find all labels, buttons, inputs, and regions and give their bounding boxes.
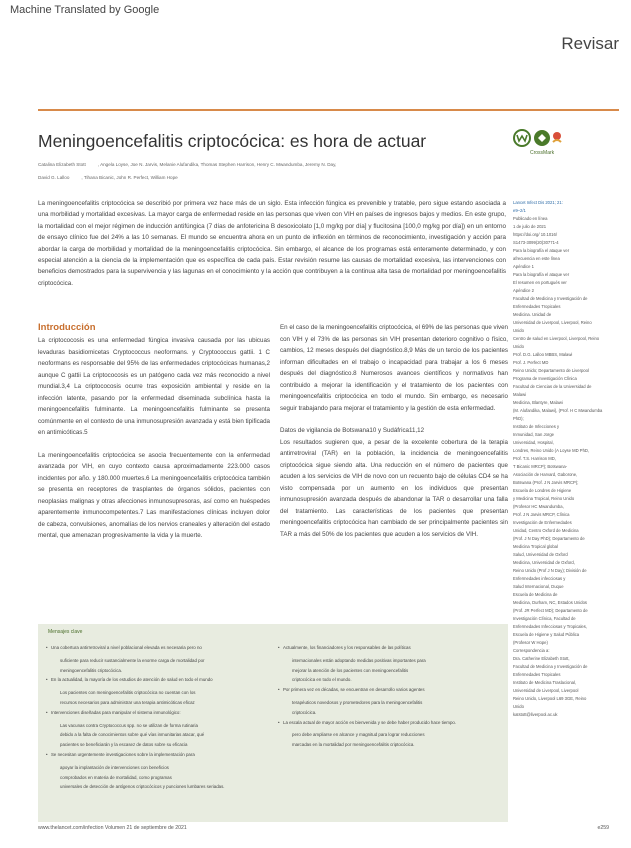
sidebar-line: Investigación Clínica, Facultad de <box>513 616 576 621</box>
sidebar-line: Apéndice 2 <box>513 288 534 293</box>
key-messages-title: Mensajes clave <box>48 629 83 635</box>
key-message-line: universales de detección de antígenos criptocócicos y punciones lumbares seriadas. <box>60 784 225 790</box>
key-message-line: mejorar la atención de los pacientes con meningoencefalitis <box>292 667 409 673</box>
author-names: , Tihana Bicanic, John R. Perfect, William Hope <box>81 175 178 180</box>
section-label: Revisar <box>561 34 619 53</box>
body-paragraph: Los resultados sugieren que, a pesar de la excelente cobertura de la terapia antirretroviral (TAR) en la población, la incidencia de meningoencefalitis criptocócica sigue siendo alta. Una reducción en el número de pacientes que acuden a los servicios de VIH de novo con un recuento bajo de células CD4 se ha visto compensada por un aumento en los individuos que presentan inmunosupresión avanzada después de abandonar la TAR o desarrollar una falla del tratamiento. Las características de los pacientes que presentan meningoencefalitis criptocócica han cambiado de ser principalmente pacientes sin TAR a más del 50% de los pacientes que acuden a los servicios de VIH. <box>280 438 508 538</box>
key-messages-left <box>46 643 271 792</box>
key-message-line: • Actualmente, los financiadores y los responsables de las políticas <box>278 643 503 653</box>
sidebar-line: Medicina Tropical global <box>513 544 558 549</box>
key-message-line: • Se necesitan urgentemente investigaciones sobre la implementación para <box>46 750 271 760</box>
author-row <box>38 158 518 171</box>
sidebar-line: Publicado en línea <box>513 216 548 221</box>
sidebar-line: Enfermedades infecciosas y <box>513 576 566 581</box>
author-name[interactable]: David G. Lalloo <box>38 175 70 180</box>
sidebar-line: Reino Unido (Prof J N Day); División de <box>513 568 587 573</box>
sidebar-line: Unido <box>513 704 524 709</box>
sidebar-line: Inmunidad, San Jorge <box>513 432 554 437</box>
sidebar-line: Prof. J. Perfect MD <box>513 360 549 365</box>
sidebar-line: Medicina, Blantyre, Malawi <box>513 400 563 405</box>
sidebar-line: Para la biografía el ataque ver <box>513 248 570 253</box>
sidebar-line: Botswana (Prof. J N Jarvis MRCP); <box>513 480 579 485</box>
body-paragraph: La criptococosis es una enfermedad fúngica invasiva causada por las ubicuas levaduras basidiomicetas Cryptococcus neoformans. y Cryptococcus gattii. 1 C neoformans es responsable del 95% de las enfermedades criptocócicas humanas,2 aunque C gattii La criptococosis es un patógeno cada vez más reconocido a nivel mundial.3,4 La criptococosis ocurre tras exposición ambiental y reside en la infección latente, pasando por la enfermedad diseminada subclínica hasta la meningoencefalitis fulminante. La meningoencefalitis fulminante se presenta comúnmente en el contexto de una inmunosupresión avanzada y está bien tipificada en antimicóticas.5 <box>38 337 270 436</box>
sidebar-line: Escuela de Londres de Higiene <box>513 488 572 493</box>
sidebar-line: Escuela de Medicina de <box>513 592 558 597</box>
key-message-line: meningoencefalitis criptocócica. <box>60 667 122 673</box>
sidebar-line: Enfermedades Infecciosas y Tropicales, <box>513 624 588 629</box>
sidebar-line: Asociación de Harvard, Gaborone, <box>513 472 578 477</box>
sidebar-line: y Medicina Tropical, Reino Unido <box>513 496 575 501</box>
abstract: La meningoencefalitis criptocócica se describió por primera vez hace más de un siglo. Esta infección fúngica es prevenible y tratable, pero sigue estando asociada a una morbilidad y mortalidad excesivas. La mayor carga de enfermedad reside en las personas que viven con VIH en países de ingresos bajos y medios. En este grupo, la mortalidad con el mejor régimen de inducción antifúngica (7 días de anfotericina B desoxicolato [1,0 mg/kg por día] y flucitosina [100,0 mg/kg por día]) en un entorno de ensayo clínico fue del 24% a las 10 semanas. El mundo se encuentra ahora en un punto de inflexión en términos de reconocimiento, investigación y acción para abordar la carga de morbilidad y mortalidad de la meningoencefalitis criptocócica. Sin embargo, el alcance de los programas está enteramente determinado, y con especial atención a la ciencia de la implementación que es específica de cada país. Estar revisión resume las causas de mortalidad excesiva, las intervenciones con beneficios demostrados para la supervivencia y las lagunas en el conocimiento y la acción que contribuyen a la continua alta tasa de mortalidad por meningoencefalitis criptocócica. <box>38 200 506 287</box>
sidebar-line: Medicina. Unidad de <box>513 312 552 317</box>
sidebar-line: 1 de julio de 2021 <box>513 224 547 229</box>
sidebar-line: Facultad de Medicina y Investigación de Enfermedades Tropicales <box>513 296 588 309</box>
sidebar-line: e9–2/1 <box>513 208 526 213</box>
sidebar-line: (Prof. JR Perfect MD); Departamento de <box>513 608 588 613</box>
key-message-line: Las vacunas contra Cryptococcus spp. no se utilizan de forma rutinaria <box>60 722 198 728</box>
author-row <box>38 171 518 184</box>
key-message-line: • Una cobertura antirretroviral a nivel poblacional elevada es necesaria pero no <box>46 643 271 653</box>
header-rule <box>38 109 619 111</box>
sidebar-line: afrecuencia en este línea <box>513 256 560 261</box>
key-message-line: pacientes se beneficiarán y la escasez de datos sobre su eficacia <box>60 742 188 748</box>
key-message-line: criptocócica. <box>292 709 317 715</box>
sidebar-line: Reino Unido; Departamento de Liverpool <box>513 368 589 373</box>
sidebar-line: Medicina, Universidad de Oxford, <box>513 560 575 565</box>
key-message-line: suficiente para reducir sustancialmente la enorme carga de mortalidad por <box>60 657 205 663</box>
sidebar-line: (M. Alufandika, Malawi), (Prof. H C Mwandumba PhD); <box>513 408 603 421</box>
sidebar-line: Dra. Catherine Elizabeth Stott, <box>513 656 570 661</box>
sidebar-line: Escuela de Higiene y Salud Pública <box>513 632 580 637</box>
sidebar-line: S1473-3099(20)30771-4 <box>513 240 559 245</box>
sidebar-line: Londres, Reino Unido (A Loyse MD PhD, <box>513 448 590 453</box>
sidebar-line: Lancet Infect Dis 2021; 21: <box>513 200 563 205</box>
surveillance-subheading: Datos de vigilancia de Botswana10 y Sudáfrica11,12 <box>280 427 425 434</box>
sidebar-line: El resumen en portugués ver <box>513 280 567 285</box>
sidebar-line: Centro de salud en Liverpool, Liverpool, Reino Unido <box>513 336 600 349</box>
sidebar-line: Universidad de Liverpool, Liverpool, Reino Unido <box>513 320 592 333</box>
sidebar-line: Facultad de Medicina y Investigación de Enfermedades Tropicales <box>513 664 588 677</box>
key-messages-panel <box>38 624 508 822</box>
sidebar-line: (Profesor HC Mwandumba, <box>513 504 564 509</box>
sidebar-line: Instituto de Infecciones y <box>513 424 560 429</box>
sidebar-line: Prof. T.S. Harrison MD, <box>513 456 556 461</box>
sidebar-line: https://doi.org/ 10.1016/ <box>513 232 557 237</box>
sidebar-line: Apéndice 1 <box>513 264 534 269</box>
sidebar-line: Facultad de Ciencias de la Universidad de Malawi <box>513 384 592 397</box>
sidebar-line: Unidad, Centro Oxford de Medicina <box>513 528 579 533</box>
footer-journal[interactable]: www.thelancet.com/infection Volumen 21 de septiembre de 2021 <box>38 825 187 831</box>
key-message-line: criptocócica en todo el mundo. <box>292 677 352 683</box>
sidebar-line: Para la biografía el ataque ver <box>513 272 570 277</box>
sidebar-line: Instituto de Medicina Traslacional, <box>513 680 577 685</box>
key-message-line: apoyar la implantación de intervenciones con beneficios <box>60 764 169 770</box>
author-name[interactable]: Catalina Elizabeth Stott <box>38 162 86 167</box>
body-column-left <box>38 335 270 542</box>
introduction-heading: Introducción <box>38 322 96 333</box>
key-message-line: debido a la falta de conocimientos sobre qué vías inmunitarias atacar, qué <box>60 732 205 738</box>
sidebar-line: Prof. J N Jarvis MRCP, Clínica <box>513 512 570 517</box>
sidebar-line: Universidad de Liverpool, Liverpool <box>513 688 579 693</box>
key-message-line: • La escala actual de mayor acción es bienvenida y se debe haber producido hace tiempo. <box>278 718 503 728</box>
key-message-line: Los pacientes con meningoencefalitis criptocócica no cuentan con los <box>60 690 196 696</box>
key-message-line: • Intervenciones diseñadas para manipular el sistema inmunológico: <box>46 708 271 718</box>
body-paragraph: La meningoencefalitis criptocócica se asocia frecuentemente con la enfermedad avanzada por VIH, en cuyo contexto causa aproximadamente 223.000 casos incidentes por año. y 180.000 muertes.6 La meningoencefalitis criptocócica también se presenta en receptores de trasplantes de órganos sólidos, pacientes con neoplasias malignas y otras afecciones inmunosupresoras, así como en huéspedes aparentemente inmunocompetentes.7 Las manifestaciones clínicas incluyen dolor de cabeza, convulsiones, anomalías de los nervios craneales y alteración del estado mental, que amenazan progresivamente la vida y la muerte. <box>38 451 270 539</box>
author-names: , Angela Loyse, Joe N. Jarvis, Melanie Alufandika, Thomas Stephen Harrison, Henry C. Mwandumba, Jeremy N. Day, <box>97 162 337 167</box>
key-message-line: marcadas en la mortalidad por meningoencefalitis criptocócica. <box>292 742 415 748</box>
sidebar-line: Universidad, Hospital, <box>513 440 554 445</box>
sidebar-line: Correspondencia a: <box>513 648 550 653</box>
key-message-line: • Por primera vez en décadas, se encuentran en desarrollo varios agentes <box>278 685 503 695</box>
sidebar-line: Medicina, Durham, NC, Estados Unidos <box>513 600 588 605</box>
key-message-line: • En la actualidad, la mayoría de los estudios de atención de salud en todo el mundo <box>46 675 271 685</box>
body-column-right <box>280 322 508 540</box>
sidebar-line: Investigación de Enfermedades <box>513 520 572 525</box>
key-message-line: comprobados en materia de mortalidad, como programas <box>60 774 172 780</box>
sidebar-line: Programa de Investigación Clínica <box>513 376 577 381</box>
page-number: e259 <box>597 825 609 831</box>
sidebar-line: (Profesor W Hope) <box>513 640 548 645</box>
article-title: Meningoencefalitis criptocócica: es hora de actuar <box>38 131 427 151</box>
machine-translated-notice: Machine Translated by Google <box>10 4 160 16</box>
key-messages-right <box>278 643 503 750</box>
sidebar-line: Reino Unido, Liverpool L69 3GE, Reino <box>513 696 587 701</box>
sidebar-line: katstott@liverpool.ac.uk <box>513 712 558 717</box>
key-message-line: terapéuticos novedosos y prometedores para la meningoencefalitis <box>292 699 423 705</box>
sidebar-line: Prof. D.G. Lalloo MBBS, Malawi <box>513 352 573 357</box>
sidebar-line: Salud, Universidad de Oxford <box>513 552 568 557</box>
author-list <box>38 158 518 184</box>
key-message-line: recursos necesarios para administrar una terapia antimicóticas eficaz <box>60 699 195 705</box>
article-sidebar <box>513 199 603 719</box>
sidebar-line: Salud Internacional, Duque <box>513 584 564 589</box>
sidebar-line: (Prof. J N Day PhD); Departamento de <box>513 536 585 541</box>
sidebar-line: T Bicanic MRCP); Botswana- <box>513 464 568 469</box>
key-message-line: internacionales están adoptando medidas positivas importantes para <box>292 657 426 663</box>
body-paragraph: En el caso de la meningoencefalitis criptocócica, el 69% de las personas que viven con VIH y el 73% de las personas sin VIH presentan deterioro cognitivo o físico, cambios, 12 meses después del diagnóstico.8,9 Más de un tercio de los pacientes informan dificultades en el trabajo o incapacidad para trabajar a los 6 meses después del diagnóstico.8 Numerosos avances científicos y normativos han contribuido a mejorar la identificación y el tratamiento de los pacientes con meningoencefalitis criptocócica en todo el mundo. Sin embargo, es necesario seguir trabajando para mejorar el tratamiento y la gestión de esta enfermedad. <box>280 324 508 412</box>
key-message-line: pero debe ampliarse en alcance y magnitud para lograr reducciones <box>292 732 425 738</box>
crossmark-label: CrossMark <box>530 150 555 156</box>
